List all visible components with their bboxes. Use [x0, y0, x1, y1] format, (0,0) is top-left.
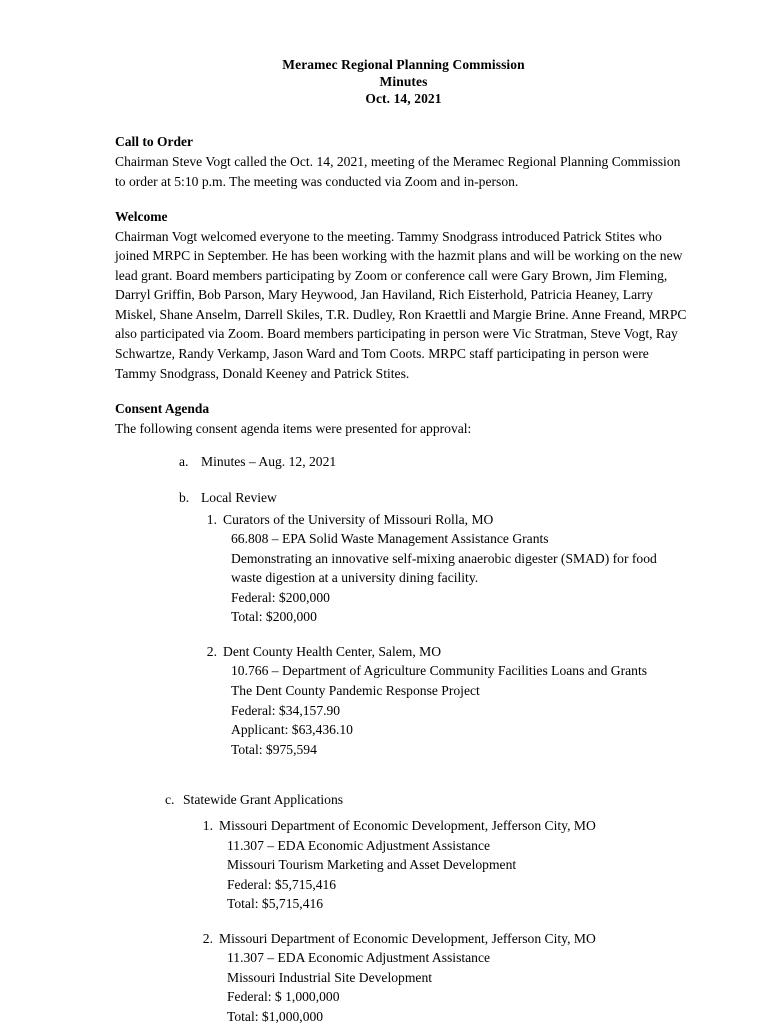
- list-marker: b.: [179, 489, 190, 505]
- header-title-line-1: Meramec Regional Planning Commission: [282, 57, 525, 72]
- call-to-order-heading: Call to Order: [115, 134, 193, 150]
- entry-line: Total: $200,000: [231, 609, 317, 625]
- sub-list: [197, 816, 692, 1027]
- entry-line: Missouri Department of Economic Development, Jefferson City, MO: [219, 817, 596, 833]
- entry-line: The Dent County Pandemic Response Project: [231, 683, 480, 699]
- consent-agenda-intro: The following consent agenda items were presented for approval:: [115, 420, 472, 436]
- entry-line: Federal: $200,000: [231, 589, 330, 605]
- document-header: [115, 56, 692, 107]
- entry-line: Federal: $ 1,000,000: [227, 989, 340, 1005]
- entry-line: 11.307 – EDA Economic Adjustment Assistance: [227, 950, 491, 966]
- entry-line: Missouri Tourism Marketing and Asset Development: [227, 857, 517, 873]
- consent-agenda-list: [179, 452, 692, 774]
- list-marker: 1.: [202, 817, 213, 833]
- list-item-label: Local Review: [201, 489, 277, 505]
- entry-line: Total: $975,594: [231, 741, 317, 757]
- consent-agenda-heading: Consent Agenda: [115, 401, 210, 417]
- entry-line: Missouri Department of Economic Development, Jefferson City, MO: [219, 930, 596, 946]
- list-marker: 2.: [206, 643, 217, 659]
- entry-line: Curators of the University of Missouri Rolla, MO: [223, 511, 494, 527]
- entry-line: Federal: $34,157.90: [231, 702, 341, 718]
- list-item: [201, 510, 692, 627]
- welcome-body: Chairman Vogt welcomed everyone to the meeting. Tammy Snodgrass introduced Patrick Stites who joined MRPC in September. He has been working with the hazmit plans and will be working on the new lead grant. Board members participating by Zoom or conference call were Gary Brown, Jim Fleming, Darryl Griffin, Bob Parson, Mary Heywood, Jan Haviland, Rich Eisterhold, Patricia Heaney, Larry Miskel, Shane Anselm, Darrell Skiles, T.R. Dudley, Ron Kraettli and Margie Brine. Anne Freand, MRPC also participated via Zoom. Board members participating in person were Vic Stratman, Steve Vogt, Ray Schwartze, Randy Verkamp, Jason Ward and Tom Coots. MRPC staff participating in person were Tammy Snodgrass, Donald Keeney and Patrick Stites.: [115, 228, 687, 381]
- sub-list: [201, 510, 692, 760]
- entry-line: 66.808 – EPA Solid Waste Management Assistance Grants: [231, 531, 549, 547]
- section-consent-agenda: [115, 400, 692, 1026]
- section-welcome: [115, 208, 692, 383]
- list-item: [165, 790, 692, 1026]
- entry-line: Total: $1,000,000: [227, 1009, 324, 1025]
- list-item: [179, 452, 692, 472]
- entry-line: Federal: $5,715,416: [227, 876, 337, 892]
- list-marker: 2.: [202, 930, 213, 946]
- entry-line: waste digestion at a university dining facility.: [231, 570, 479, 586]
- entry-line: Demonstrating an innovative self-mixing anaerobic digester (SMAD) for food: [231, 550, 657, 566]
- list-marker: c.: [165, 792, 175, 808]
- header-title-line-2: Minutes: [379, 74, 428, 90]
- list-item: [197, 929, 692, 1027]
- entry-line: Dent County Health Center, Salem, MO: [223, 643, 442, 659]
- call-to-order-body: Chairman Steve Vogt called the Oct. 14, 2021, meeting of the Meramec Regional Planning Commission to order at 5:10 p.m. The meeting was conducted via Zoom and in-person.: [115, 153, 681, 189]
- list-item-label: Statewide Grant Applications: [183, 792, 344, 808]
- entry-line: Applicant: $63,436.10: [231, 722, 353, 738]
- entry-line: Total: $5,715,416: [227, 896, 324, 912]
- entry-line: 10.766 – Department of Agriculture Community Facilities Loans and Grants: [231, 663, 648, 679]
- header-date: Oct. 14, 2021: [365, 91, 442, 107]
- section-call-to-order: [115, 133, 692, 191]
- list-item: [179, 488, 692, 774]
- list-item: [201, 642, 692, 759]
- list-marker: 1.: [206, 511, 217, 527]
- entry-line: 11.307 – EDA Economic Adjustment Assistance: [227, 837, 491, 853]
- list-item: [197, 816, 692, 914]
- entry-line: Missouri Industrial Site Development: [227, 969, 433, 985]
- list-marker: a.: [179, 454, 189, 470]
- welcome-heading: Welcome: [115, 209, 168, 225]
- list-item-label: Minutes – Aug. 12, 2021: [201, 454, 337, 470]
